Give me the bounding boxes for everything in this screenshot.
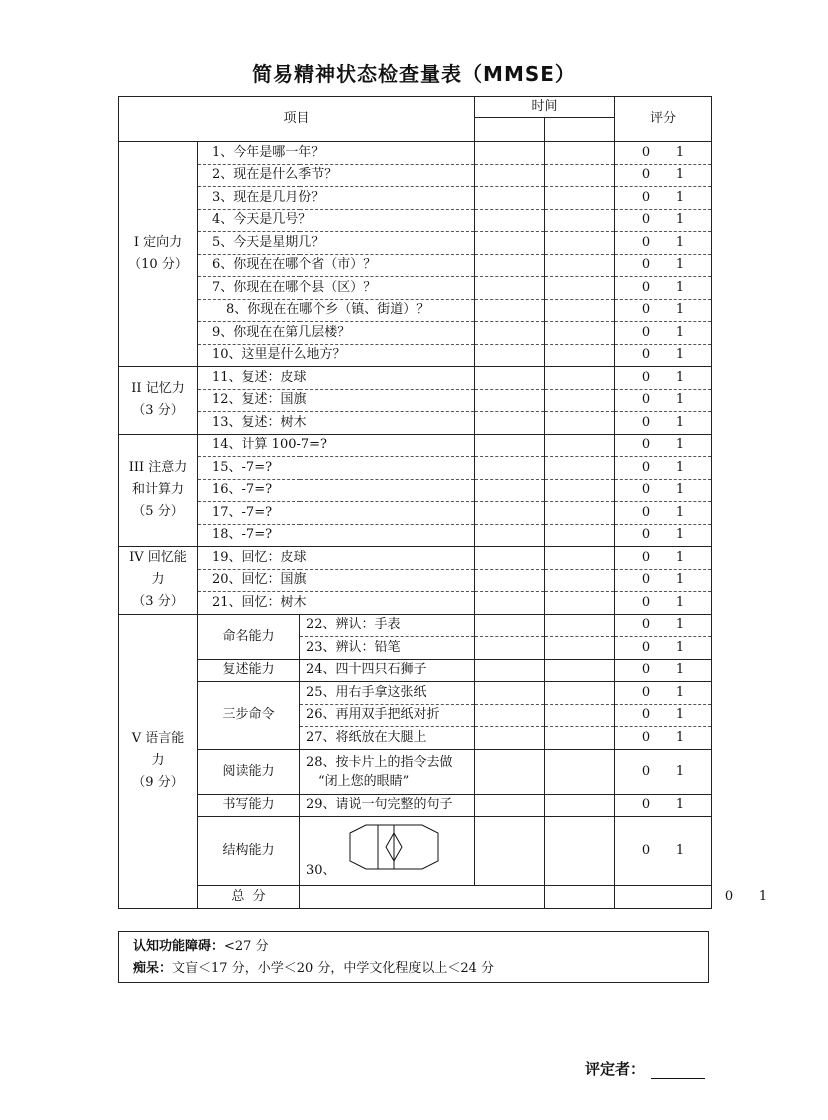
score-0[interactable]: 0: [641, 212, 651, 228]
score-cell[interactable]: [615, 142, 712, 165]
score-cell[interactable]: [615, 389, 712, 412]
score-0[interactable]: 0: [641, 843, 651, 858]
time-col-2: [545, 118, 615, 142]
score-0[interactable]: 0: [641, 324, 651, 340]
time-cell[interactable]: [545, 142, 615, 165]
group-name-2: 力: [151, 572, 165, 588]
score-0[interactable]: 0: [641, 527, 651, 543]
time-cell[interactable]: [545, 434, 615, 457]
table-row: [119, 277, 712, 300]
time-cell[interactable]: [475, 367, 545, 390]
score-0[interactable]: 0: [641, 144, 651, 160]
time-col-1: [475, 118, 545, 142]
score-cell[interactable]: [615, 209, 712, 232]
score-1[interactable]: 1: [675, 257, 685, 273]
group-name: I 定向力: [133, 235, 183, 250]
score-1[interactable]: 1: [675, 392, 685, 408]
group-points: （9 分）: [132, 775, 184, 790]
time-cell[interactable]: [475, 142, 545, 165]
score-1[interactable]: 1: [675, 482, 685, 498]
time-cell[interactable]: [475, 569, 545, 592]
table-row: [119, 592, 712, 615]
item-text: 16、-7=?: [198, 479, 475, 502]
time-cell[interactable]: [475, 704, 545, 727]
score-cell[interactable]: [615, 479, 712, 502]
item-text: 9、你现在在第几层楼？: [198, 322, 475, 345]
group-points: （5 分）: [132, 504, 184, 520]
score-1[interactable]: 1: [675, 437, 685, 453]
score-cell[interactable]: [615, 524, 712, 547]
time-cell[interactable]: [475, 164, 545, 187]
score-cell[interactable]: [615, 502, 712, 525]
time-cell[interactable]: [475, 524, 545, 547]
time-cell[interactable]: [475, 209, 545, 232]
time-cell[interactable]: [475, 614, 545, 637]
item-text-line1: 28、按卡片上的指令去做: [306, 754, 453, 770]
score-1[interactable]: 1: [675, 504, 685, 520]
group-name: V 语言能: [131, 731, 185, 746]
time-cell[interactable]: [545, 502, 615, 525]
item-number: 30、: [306, 863, 336, 878]
score-0[interactable]: 0: [641, 763, 651, 779]
score-0[interactable]: 0: [641, 437, 651, 453]
score-cell[interactable]: [615, 254, 712, 277]
rater-signature-line[interactable]: [651, 1062, 705, 1079]
subgroup-three-step: 三步命令: [198, 682, 300, 750]
table-row: [119, 614, 712, 637]
time-cell[interactable]: [545, 322, 615, 345]
score-0[interactable]: 0: [641, 279, 651, 295]
time-cell[interactable]: [475, 794, 545, 817]
time-cell[interactable]: [475, 457, 545, 480]
score-0[interactable]: 0: [641, 729, 651, 745]
score-cell[interactable]: [615, 412, 712, 435]
score-1[interactable]: 1: [675, 707, 685, 723]
time-cell[interactable]: [545, 682, 615, 705]
table-row: [119, 479, 712, 502]
table-row: [119, 254, 712, 277]
subgroup-writing: 书写能力: [198, 794, 300, 817]
time-cell[interactable]: [545, 164, 615, 187]
score-0[interactable]: 0: [641, 369, 651, 385]
score-0[interactable]: 0: [641, 167, 651, 183]
total-label: 总 分: [198, 886, 300, 909]
score-1[interactable]: 1: [675, 167, 685, 183]
score-1[interactable]: 1: [675, 763, 685, 779]
score-0[interactable]: 0: [641, 662, 651, 678]
item-text: 14、计算 100-7=?: [198, 434, 475, 457]
item-text: 4、今天是几号？: [198, 209, 475, 232]
time-cell[interactable]: [475, 299, 545, 322]
group-language: [119, 614, 198, 908]
score-0[interactable]: 0: [641, 482, 651, 498]
item-text: 13、复述：树木: [198, 412, 475, 435]
item-text: [300, 749, 475, 794]
time-cell[interactable]: [545, 412, 615, 435]
score-cell[interactable]: [615, 637, 712, 660]
table-row: [119, 389, 712, 412]
score-1[interactable]: 1: [675, 843, 685, 858]
item-text: 12、复述：国旗: [198, 389, 475, 412]
score-0[interactable]: 0: [641, 639, 651, 655]
score-cell[interactable]: [615, 277, 712, 300]
time-cell[interactable]: [475, 749, 545, 794]
score-1[interactable]: 1: [675, 594, 685, 610]
score-0[interactable]: 0: [641, 234, 651, 250]
table-row: [119, 187, 712, 210]
criteria-value: <27 分: [224, 939, 269, 954]
time-cell[interactable]: [475, 412, 545, 435]
time-cell[interactable]: [545, 254, 615, 277]
table-row: [119, 232, 712, 255]
intersecting-pentagons-figure: [348, 823, 440, 871]
time-cell[interactable]: [545, 794, 615, 817]
time-cell[interactable]: [545, 344, 615, 367]
item-text: 22、辨认：手表: [300, 614, 475, 637]
time-cell[interactable]: [545, 367, 615, 390]
score-1[interactable]: 1: [675, 729, 685, 745]
table-row: [119, 569, 712, 592]
criteria-label: 认知功能障碍：: [133, 939, 225, 954]
group-recall: [119, 547, 198, 615]
item-text: 17、-7=?: [198, 502, 475, 525]
score-cell[interactable]: [615, 614, 712, 637]
total-blank: [300, 886, 545, 909]
table-row: [119, 209, 712, 232]
group-name-2: 力: [151, 753, 165, 768]
score-1[interactable]: 1: [675, 234, 685, 250]
score-0[interactable]: 0: [641, 572, 651, 588]
rater-signature: [585, 1058, 705, 1079]
score-cell[interactable]: [615, 794, 712, 817]
table-row: [119, 502, 712, 525]
criteria-line-1: [133, 936, 708, 958]
time-cell[interactable]: [545, 637, 615, 660]
score-cell[interactable]: [615, 547, 712, 570]
time-cell[interactable]: [545, 232, 615, 255]
item-text-line2: “闭上您的眼睛”: [318, 773, 410, 789]
score-cell[interactable]: [615, 682, 712, 705]
score-1[interactable]: 1: [675, 144, 685, 160]
time-cell[interactable]: [545, 187, 615, 210]
item-text: 26、再用双手把纸对折: [300, 704, 475, 727]
table-row: [119, 659, 712, 682]
score-cell[interactable]: [615, 187, 712, 210]
item-text: 6、你现在在哪个省（市）？: [198, 254, 475, 277]
criteria-label: 痴呆：: [133, 961, 173, 976]
table-row: [119, 164, 712, 187]
item-text: 7、你现在在哪个县（区）？: [198, 277, 475, 300]
item-text: 5、今天是星期几？: [198, 232, 475, 255]
time-cell[interactable]: [475, 254, 545, 277]
time-cell[interactable]: [545, 524, 615, 547]
header-row: [119, 97, 712, 118]
time-cell[interactable]: [475, 637, 545, 660]
table-row: [119, 749, 712, 794]
item-text: 25、用右手拿这张纸: [300, 682, 475, 705]
score-0[interactable]: 0: [641, 302, 651, 318]
score-cell[interactable]: [615, 749, 712, 794]
time-cell[interactable]: [475, 547, 545, 570]
group-points: （3 分）: [132, 403, 184, 419]
table-row: [119, 457, 712, 480]
score-1[interactable]: 1: [675, 459, 685, 475]
subgroup-reading: 阅读能力: [198, 749, 300, 794]
time-cell[interactable]: [545, 569, 615, 592]
time-cell[interactable]: [475, 277, 545, 300]
score-0[interactable]: 0: [641, 257, 651, 273]
time-cell[interactable]: [475, 682, 545, 705]
group-name-2: 和计算力: [131, 482, 184, 498]
score-0[interactable]: 0: [724, 888, 734, 904]
score-cell[interactable]: [615, 592, 712, 615]
item-text: 18、-7=?: [198, 524, 475, 547]
criteria-box: [118, 931, 709, 983]
score-cell[interactable]: [615, 434, 712, 457]
time-cell[interactable]: [545, 389, 615, 412]
time-cell[interactable]: [545, 457, 615, 480]
score-cell[interactable]: [615, 299, 712, 322]
score-cell[interactable]: [615, 659, 712, 682]
score-1[interactable]: 1: [758, 888, 768, 904]
score-0[interactable]: 0: [641, 459, 651, 475]
score-0[interactable]: 0: [641, 549, 651, 565]
item-text: 29、请说一句完整的句子: [300, 794, 475, 817]
score-1[interactable]: 1: [675, 527, 685, 543]
score-1[interactable]: 1: [675, 572, 685, 588]
table-row: [119, 322, 712, 345]
score-0[interactable]: 0: [641, 617, 651, 633]
time-cell[interactable]: [545, 479, 615, 502]
time-cell[interactable]: [475, 344, 545, 367]
score-1[interactable]: 1: [675, 324, 685, 340]
score-0[interactable]: 0: [641, 414, 651, 430]
score-cell[interactable]: [615, 457, 712, 480]
item-text: 27、将纸放在大腿上: [300, 727, 475, 750]
score-1[interactable]: 1: [675, 414, 685, 430]
score-0[interactable]: 0: [641, 189, 651, 205]
item-text: [300, 817, 475, 886]
score-cell[interactable]: [615, 322, 712, 345]
time-cell[interactable]: [475, 434, 545, 457]
header-item: 项目: [119, 97, 475, 142]
score-0[interactable]: 0: [641, 392, 651, 408]
score-cell[interactable]: [615, 727, 712, 750]
score-1[interactable]: 1: [675, 662, 685, 678]
subgroup-construction: 结构能力: [198, 817, 300, 886]
item-text: 3、现在是几月份？: [198, 187, 475, 210]
item-text: 19、回忆：皮球: [198, 547, 475, 570]
score-1[interactable]: 1: [675, 189, 685, 205]
time-cell[interactable]: [545, 704, 615, 727]
score-1[interactable]: 1: [675, 684, 685, 700]
subgroup-naming: 命名能力: [198, 614, 300, 659]
score-cell[interactable]: [615, 344, 712, 367]
group-attention: [119, 434, 198, 547]
group-memory: [119, 367, 198, 435]
table-row: [119, 434, 712, 457]
table-row: [119, 142, 712, 165]
score-0[interactable]: 0: [641, 594, 651, 610]
time-cell[interactable]: [475, 592, 545, 615]
score-cell[interactable]: [615, 164, 712, 187]
score-0[interactable]: 0: [641, 347, 651, 363]
item-text: 8、你现在在哪个乡（镇、街道）？: [198, 299, 475, 322]
score-0[interactable]: 0: [641, 684, 651, 700]
rater-label: 评定者：: [585, 1060, 646, 1078]
table-row: [119, 547, 712, 570]
time-cell[interactable]: [475, 232, 545, 255]
table-row: [119, 817, 712, 886]
group-name: II 记忆力: [131, 381, 185, 397]
score-0[interactable]: 0: [641, 797, 651, 813]
group-points: （3 分）: [132, 594, 184, 610]
score-1[interactable]: 1: [675, 797, 685, 813]
group-points: （10 分）: [128, 257, 188, 272]
table-row: [119, 412, 712, 435]
table-row: [119, 367, 712, 390]
table-row: [119, 299, 712, 322]
item-text: 15、-7=?: [198, 457, 475, 480]
score-1[interactable]: 1: [675, 302, 685, 318]
item-text: 2、现在是什么季节？: [198, 164, 475, 187]
page-title: 简易精神状态检查量表（MMSE）: [252, 62, 576, 86]
score-1[interactable]: 1: [675, 369, 685, 385]
score-1[interactable]: 1: [675, 639, 685, 655]
score-cell[interactable]: [615, 704, 712, 727]
item-text: 23、辨认：铅笔: [300, 637, 475, 660]
group-name: IV 回忆能: [129, 550, 187, 566]
time-cell[interactable]: [475, 659, 545, 682]
table-row: [119, 794, 712, 817]
score-cell[interactable]: [615, 817, 712, 886]
time-cell[interactable]: [475, 727, 545, 750]
score-1[interactable]: 1: [675, 617, 685, 633]
item-text: 10、这里是什么地方？: [198, 344, 475, 367]
item-text: 20、回忆：国旗: [198, 569, 475, 592]
item-text: 24、四十四只石狮子: [300, 659, 475, 682]
time-cell[interactable]: [475, 817, 545, 886]
time-cell[interactable]: [475, 502, 545, 525]
criteria-value: 文盲＜17 分，小学＜20 分，中学文化程度以上＜24 分: [172, 961, 495, 976]
table-row: [119, 682, 712, 705]
time-cell[interactable]: [545, 749, 615, 794]
total-row: [119, 886, 712, 909]
time-cell[interactable]: [475, 389, 545, 412]
group-orientation: [119, 142, 198, 367]
header-time: 时间: [475, 97, 615, 118]
score-0[interactable]: 0: [641, 707, 651, 723]
time-cell[interactable]: [545, 547, 615, 570]
header-score: 评分: [615, 97, 712, 142]
score-1[interactable]: 1: [675, 279, 685, 295]
score-1[interactable]: 1: [675, 212, 685, 228]
time-cell[interactable]: [545, 299, 615, 322]
time-cell[interactable]: [545, 659, 615, 682]
score-cell[interactable]: [615, 569, 712, 592]
time-cell[interactable]: [475, 479, 545, 502]
score-cell[interactable]: [615, 367, 712, 390]
table-row: [119, 524, 712, 547]
score-1[interactable]: 1: [675, 549, 685, 565]
mmse-table: [118, 96, 768, 909]
item-text: 11、复述：皮球: [198, 367, 475, 390]
time-cell[interactable]: [545, 817, 615, 886]
time-cell[interactable]: [545, 614, 615, 637]
time-cell[interactable]: [545, 592, 615, 615]
group-name: III 注意力: [128, 460, 188, 476]
score-0[interactable]: 0: [641, 504, 651, 520]
criteria-line-2: [133, 958, 708, 980]
item-text: 1、今年是哪一年？: [198, 142, 475, 165]
time-cell[interactable]: [615, 886, 712, 909]
time-cell[interactable]: [545, 209, 615, 232]
time-cell[interactable]: [475, 187, 545, 210]
score-1[interactable]: 1: [675, 347, 685, 363]
subgroup-repetition: 复述能力: [198, 659, 300, 682]
time-cell[interactable]: [475, 322, 545, 345]
time-cell[interactable]: [545, 277, 615, 300]
table-row: [119, 344, 712, 367]
item-text: 21、回忆：树木: [198, 592, 475, 615]
time-cell[interactable]: [545, 886, 615, 909]
time-cell[interactable]: [545, 727, 615, 750]
score-cell[interactable]: [615, 232, 712, 255]
